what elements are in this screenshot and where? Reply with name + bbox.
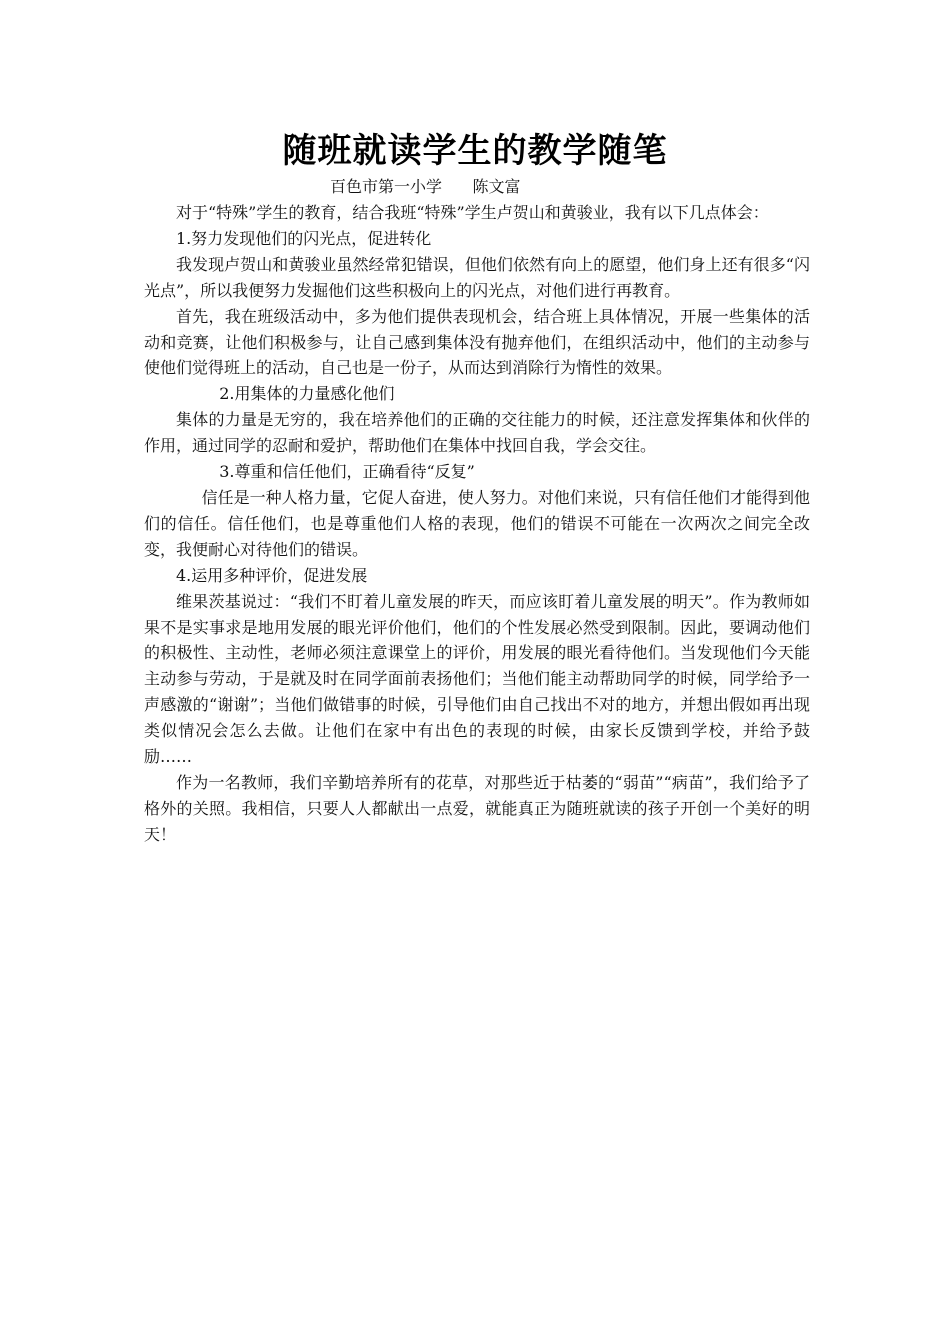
paragraph: 集体的力量是无穷的，我在培养他们的正确的交往能力的时候，还注意发挥集体和伙伴的作用，通过同学的忍耐和爱护，帮助他们在集体中找回自我，学会交往。 — [144, 410, 810, 456]
paragraph-intro: 对于“特殊”学生的教育，结合我班“特殊”学生卢贺山和黄骏业，我有以下几点体会： — [176, 203, 769, 222]
paragraph: 我发现卢贺山和黄骏业虽然经常犯错误，但他们依然有向上的愿望，他们身上还有很多“闪光点”，所以我便努力发掘他们这些积极向上的闪光点，对他们进行再教育。 — [144, 254, 810, 300]
paragraph-conclusion: 作为一名教师，我们辛勤培养所有的花草，对那些近于枯萎的“弱苗”“病苗”，我们给予了格外的关照。我相信，只要人人都献出一点爱，就能真正为随班就读的孩子开创一个美好的明天！ — [144, 772, 810, 844]
paragraph: 维果茨基说过：“我们不盯着儿童发展的昨天，而应该盯着儿童发展的明天”。作为教师如果不是实事求是地用发展的眼光评价他们，他们的个性发展必然受到限制。因此，要调动他们的积极性、主动性，老师必须注意课堂上的评价，用发展的眼光看待他们。当发现他们今天能主动参与劳动，于是就及时在同学面前表扬他们；当他们能主动帮助同学的时候，同学给予一声感激的“谢谢”；当他们做错事的时候，引导他们由自己找出不对的地方，并想出假如再出现类似情况会怎么去做。让他们在家中有出色的表现的时候，由家长反馈到学校，并给予鼓励…… — [144, 591, 810, 767]
paragraph: 信任是一种人格力量，它促人奋进，使人努力。对他们来说，只有信任他们才能得到他们的信任。信任他们，也是尊重他们人格的表现，他们的错误不可能在一次两次之间完全改变，我便耐心对待他们的错误。 — [144, 487, 810, 559]
section-heading-2: 2.用集体的力量感化他们 — [219, 384, 395, 404]
document-title: 随班就读学生的教学随笔 — [282, 131, 668, 171]
paragraph: 首先，我在班级活动中，多为他们提供表现机会，结合班上具体情况，开展一些集体的活动和竞赛，让他们积极参与，让自己感到集体没有抛弃他们，在组织活动中，他们的主动参与使他们觉得班上的活动，自己也是一份子，从而达到消除行为惰性的效果。 — [144, 306, 810, 378]
section-heading-3: 3.尊重和信任他们，正确看待“反复” — [219, 462, 475, 482]
document-body — [144, 200, 810, 848]
section-heading-4: 4.运用多种评价，促进发展 — [176, 565, 368, 585]
section-heading-1: 1.努力发现他们的闪光点，促进转化 — [176, 228, 432, 248]
author-byline: 百色市第一小学 陈文富 — [330, 177, 521, 196]
